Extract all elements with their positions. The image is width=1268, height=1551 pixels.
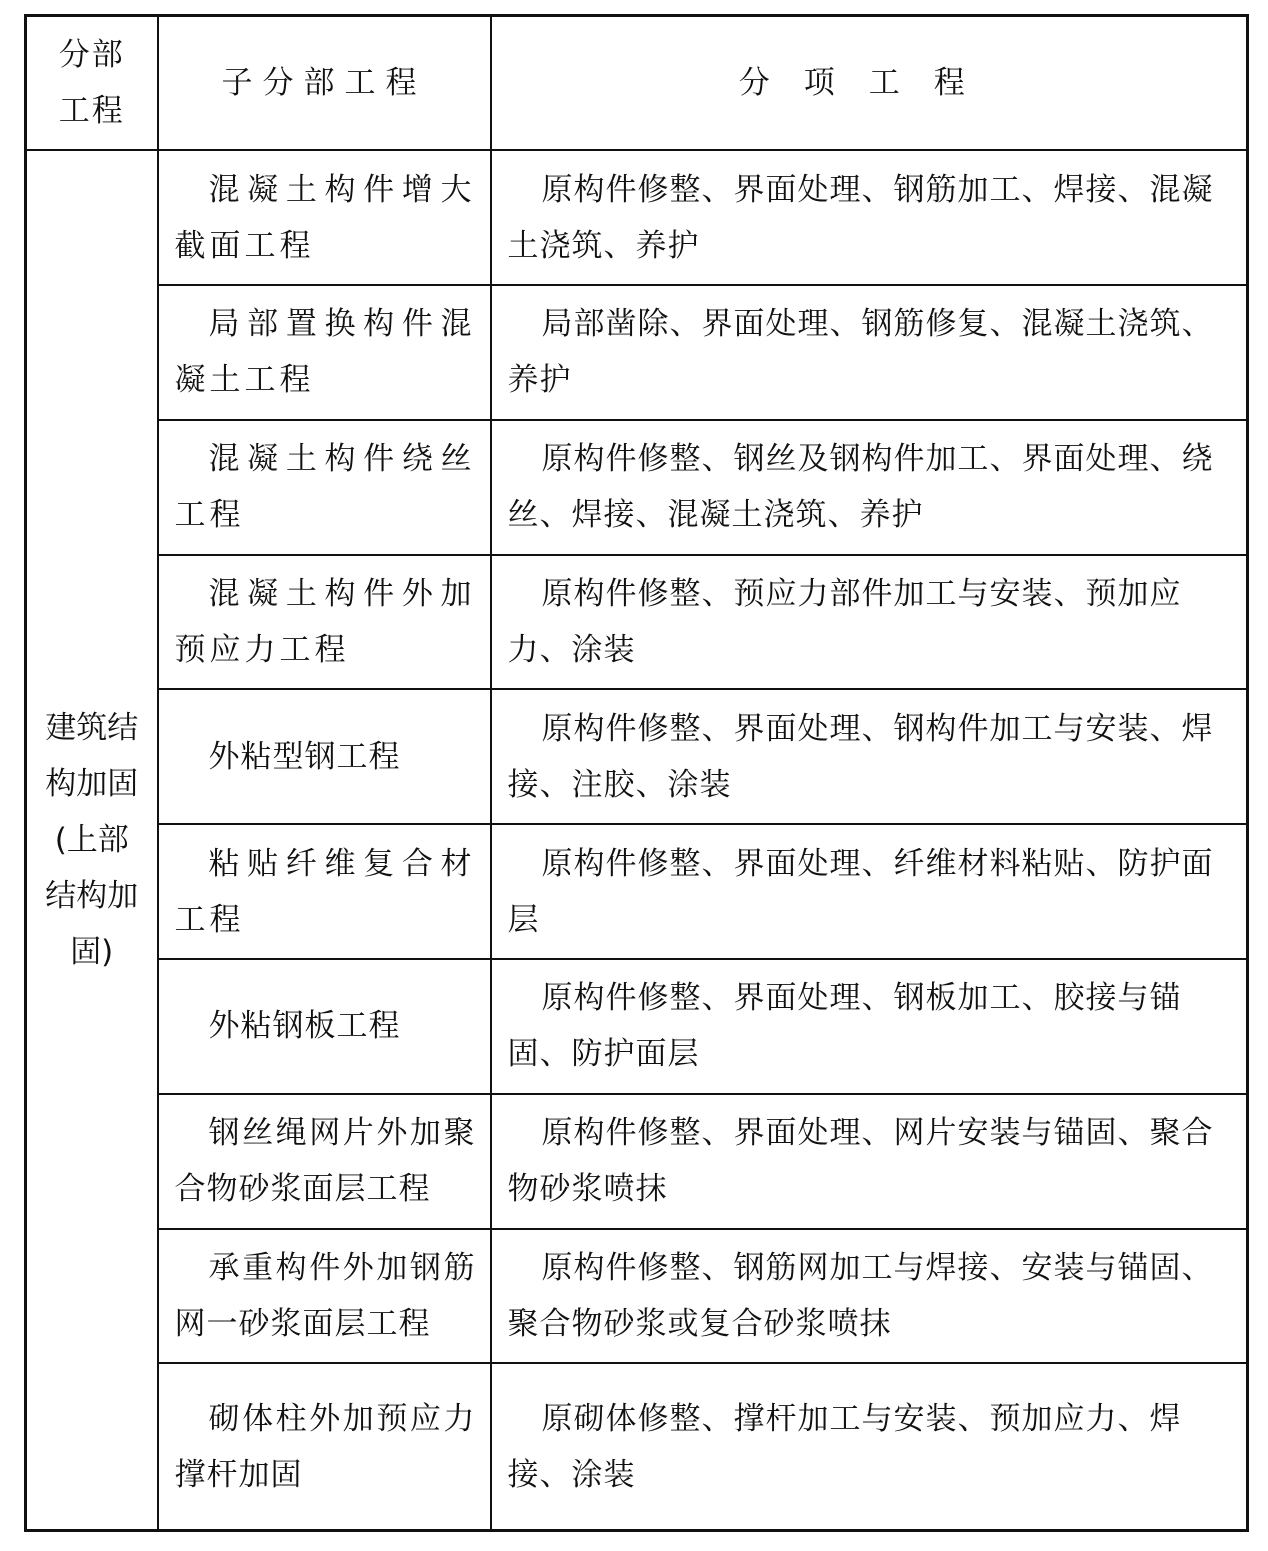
header-row — [26, 16, 1248, 151]
table-row — [26, 1363, 1248, 1530]
division-cell — [26, 150, 158, 1530]
table-row — [26, 1094, 1248, 1229]
sub-items-cell: 原构件修整、界面处理、纤维材料粘贴、防护面层 — [491, 824, 1248, 959]
header-sub-division: 子分部工程 — [158, 16, 491, 151]
sub-division-cell: 局部置换构件混凝土工程 — [158, 285, 491, 420]
sub-division-cell: 混凝土构件绕丝工程 — [158, 420, 491, 555]
sub-items-cell: 原构件修整、界面处理、网片安装与锚固、聚合物砂浆喷抹 — [491, 1094, 1248, 1229]
sub-items-cell: 原构件修整、预应力部件加工与安装、预加应力、涂装 — [491, 555, 1248, 690]
sub-division-cell: 外粘型钢工程 — [158, 689, 491, 824]
sub-division-cell: 钢丝绳网片外加聚合物砂浆面层工程 — [158, 1094, 491, 1229]
sub-items-cell: 局部凿除、界面处理、钢筋修复、混凝土浇筑、养护 — [491, 285, 1248, 420]
table-row — [26, 420, 1248, 555]
sub-items-cell: 原构件修整、界面处理、钢构件加工与安装、焊接、注胶、涂装 — [491, 689, 1248, 824]
table-row — [26, 959, 1248, 1094]
table-row — [26, 824, 1248, 959]
header-sub-items: 分项工程 — [491, 16, 1248, 151]
sub-items-cell: 原构件修整、界面处理、钢筋加工、焊接、混凝土浇筑、养护 — [491, 150, 1248, 285]
sub-division-cell: 外粘钢板工程 — [158, 959, 491, 1094]
header-division-label: 分部工程 — [58, 37, 125, 130]
table-row — [26, 150, 1248, 285]
sub-items-cell: 原构件修整、钢丝及钢构件加工、界面处理、绕丝、焊接、混凝土浇筑、养护 — [491, 420, 1248, 555]
division-label: 建筑结构加固(上部结构加固) — [45, 710, 139, 971]
header-division — [26, 16, 158, 151]
sub-division-cell: 混凝土构件增大截面工程 — [158, 150, 491, 285]
table-row — [26, 1229, 1248, 1364]
sub-items-cell: 原构件修整、钢筋网加工与焊接、安装与锚固、聚合物砂浆或复合砂浆喷抹 — [491, 1229, 1248, 1364]
table-row — [26, 285, 1248, 420]
sub-items-cell: 原砌体修整、撑杆加工与安装、预加应力、焊接、涂装 — [491, 1363, 1248, 1530]
table-row — [26, 689, 1248, 824]
sub-division-cell: 砌体柱外加预应力撑杆加固 — [158, 1363, 491, 1530]
division-table — [24, 14, 1249, 1532]
sub-items-cell: 原构件修整、界面处理、钢板加工、胶接与锚固、防护面层 — [491, 959, 1248, 1094]
table-row — [26, 555, 1248, 690]
sub-division-cell: 混凝土构件外加预应力工程 — [158, 555, 491, 690]
sub-division-cell: 承重构件外加钢筋网一砂浆面层工程 — [158, 1229, 491, 1364]
sub-division-cell: 粘贴纤维复合材工程 — [158, 824, 491, 959]
